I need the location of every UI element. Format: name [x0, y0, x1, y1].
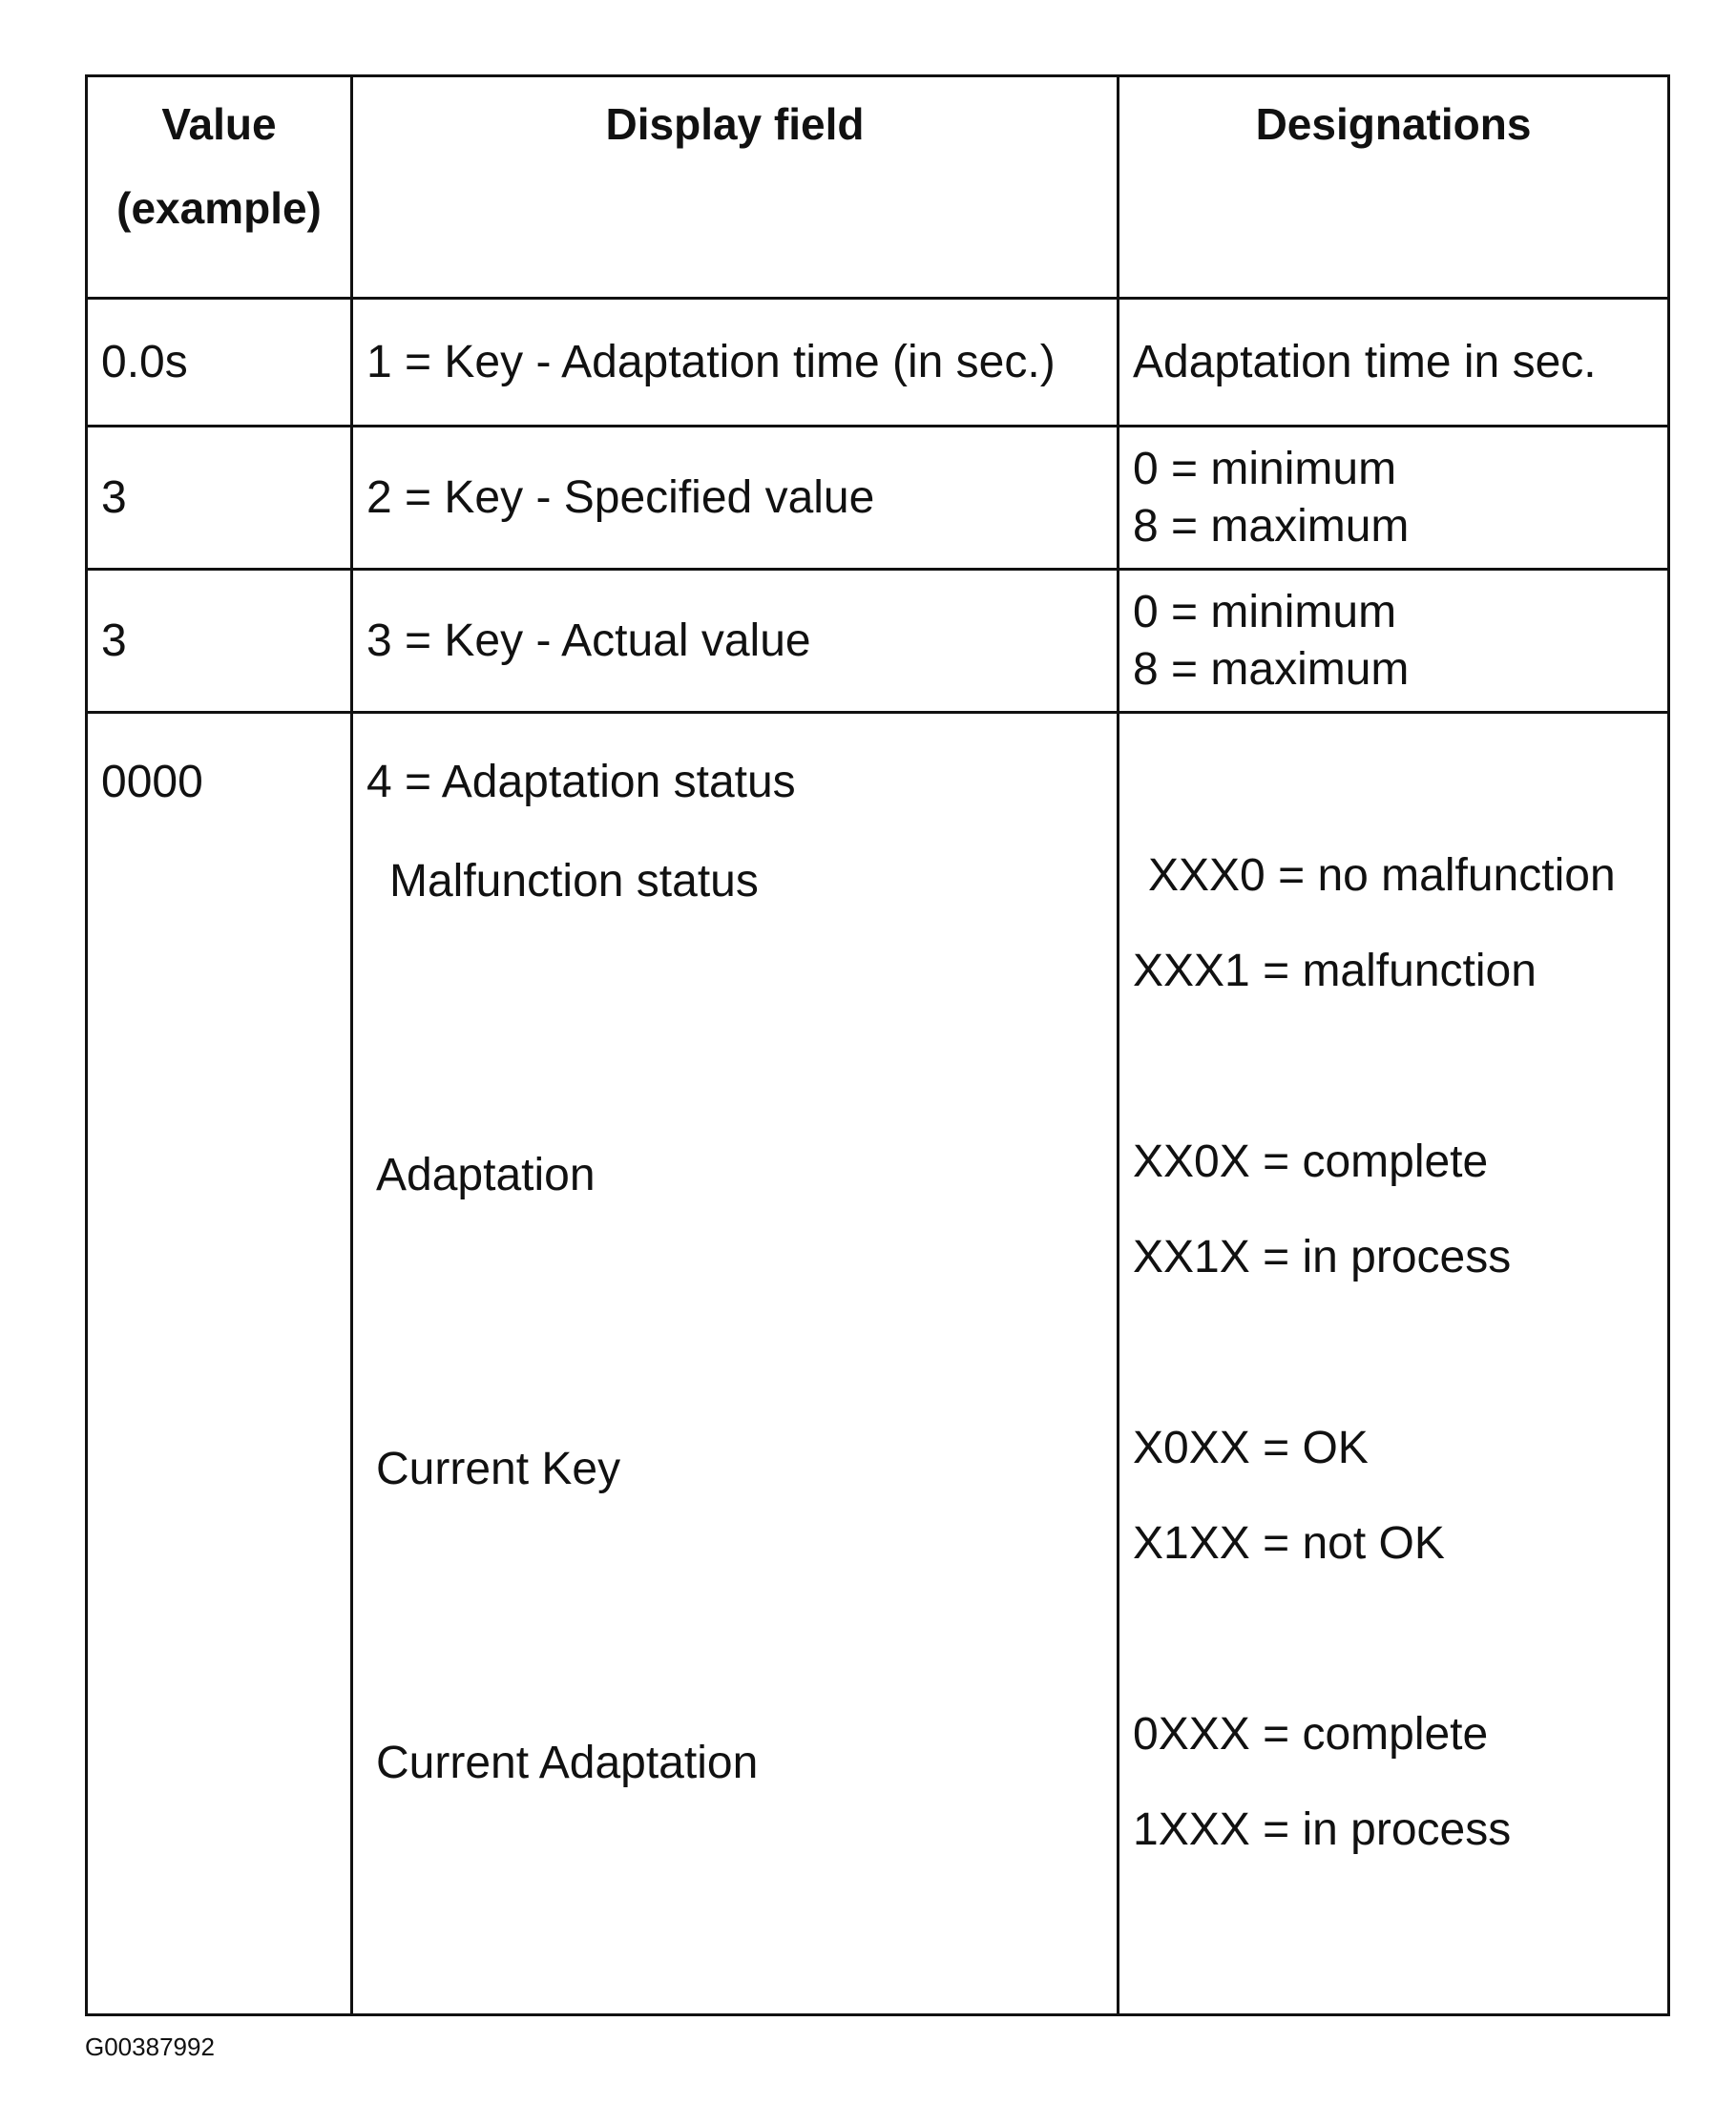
designation-line: X1XX = not OK [1133, 1518, 1445, 1569]
designation-line: X0XX = OK [1133, 1423, 1369, 1473]
display-field-cell: 1 = Key - Adaptation time (in sec.) [352, 299, 1119, 427]
designation-line: XX1X = in process [1133, 1232, 1512, 1282]
group-label-current-key: Current Key [376, 1444, 621, 1494]
designations-cell [1119, 713, 1669, 2015]
designation-line: XXX0 = no malfunction [1148, 850, 1616, 901]
figure-id: G00387992 [85, 2032, 215, 2061]
header-display-field: Display field [352, 76, 1119, 299]
table-row [87, 570, 1669, 713]
value-cell: 3 [87, 570, 352, 713]
display-field-cell: 2 = Key - Specified value [352, 427, 1119, 570]
designation-line: 8 = maximum [1133, 643, 1410, 695]
group-label-malfunction: Malfunction status [389, 856, 759, 907]
value-cell: 3 [87, 427, 352, 570]
table-row [87, 299, 1669, 427]
designations-cell [1119, 427, 1669, 570]
display-field-cell: 3 = Key - Actual value [352, 570, 1119, 713]
group-label-adaptation: Adaptation [376, 1150, 596, 1200]
designation-line: 1XXX = in process [1133, 1804, 1512, 1855]
designation-line: 8 = maximum [1133, 500, 1410, 552]
header-row [87, 76, 1669, 299]
designation-line: Adaptation time in sec. [1133, 336, 1597, 387]
designation-line: 0 = minimum [1133, 443, 1397, 494]
designations-cell [1119, 299, 1669, 427]
group-label-current-adaptation: Current Adaptation [376, 1738, 759, 1788]
designation-line: 0 = minimum [1133, 586, 1397, 637]
display-field-cell [352, 713, 1119, 2015]
header-designations: Designations [1119, 76, 1669, 299]
table-row [87, 427, 1669, 570]
designations-cell [1119, 570, 1669, 713]
header-value-line2: (example) [116, 183, 322, 233]
designation-line: XXX1 = malfunction [1133, 946, 1537, 996]
header-value [87, 76, 352, 299]
status-value: 0000 [101, 757, 203, 807]
designation-table [85, 74, 1670, 2016]
designation-line: 0XXX = complete [1133, 1709, 1489, 1760]
value-cell: 0.0s [87, 299, 352, 427]
value-cell [87, 713, 352, 2015]
adaptation-status-row [87, 713, 1669, 2015]
designation-line: XX0X = complete [1133, 1136, 1489, 1187]
header-value-line1: Value [161, 99, 277, 149]
status-display-field: 4 = Adaptation status [366, 757, 796, 807]
